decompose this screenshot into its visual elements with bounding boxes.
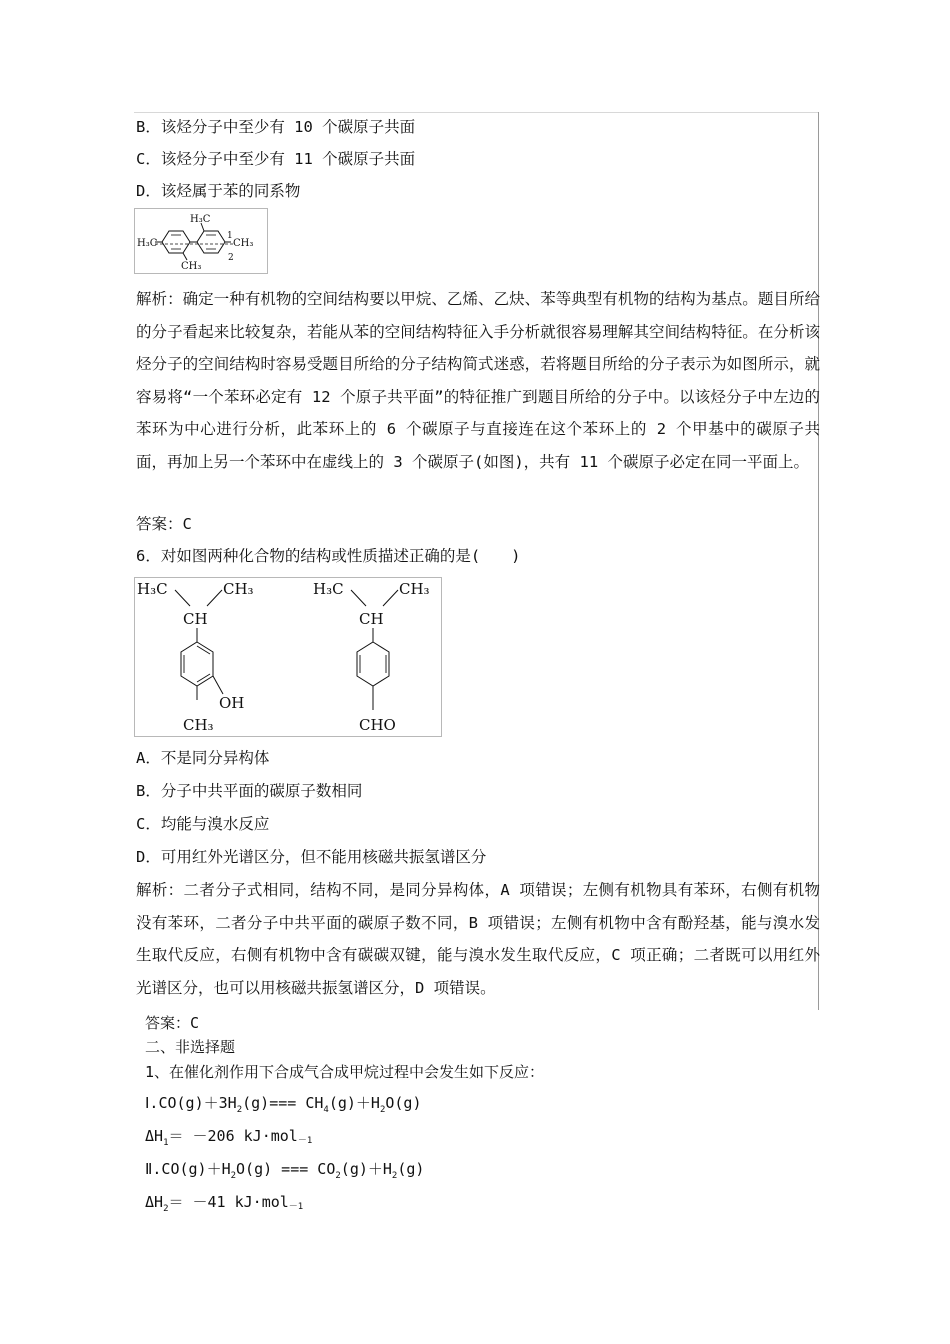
right-cho-label: CHO <box>359 716 396 734</box>
delta-h1 <box>145 1125 312 1150</box>
delta-h2-part: ＝ －41 kJ·mol <box>168 1193 289 1211</box>
q6-option-d: D．可用红外光谱区分，但不能用核磁共振氢谱区分 <box>136 848 487 866</box>
right-h3c-label: H₃C <box>313 580 344 598</box>
reaction-2-part: O(g) === CO <box>236 1160 336 1178</box>
delta-h1-sub: 1 <box>163 1138 169 1148</box>
two-compounds-structure-svg <box>135 578 441 736</box>
dash-label-1: 1 <box>227 231 233 241</box>
reaction-1-sub: 4 <box>323 1105 329 1115</box>
part2-heading: 二、非选择题 <box>145 1038 236 1056</box>
q6-option-c: C．均能与溴水反应 <box>136 815 270 833</box>
reaction-1-part: CO(g)＋3H <box>158 1094 237 1112</box>
q6-option-b: B．分子中共平面的碳原子数相同 <box>136 782 363 800</box>
dash-label-2: 2 <box>228 253 234 263</box>
q5-option-b: B．该烃分子中至少有 10 个碳原子共面 <box>136 118 416 136</box>
reaction-1-label: Ⅰ. <box>145 1094 159 1112</box>
q5-structure-figure <box>134 208 268 274</box>
ch3-bottom-label: CH₃ <box>181 261 202 272</box>
reaction-2-part: CO(g)＋H <box>161 1160 231 1178</box>
q6-answer: 答案：C <box>145 1014 200 1032</box>
q6-analysis: 解析：二者分子式相同，结构不同，是同分异构体，A 项错误；左侧有机物具有苯环，右侧有机物没有苯环，二者分子中共平面的碳原子数不同，B 项错误；左侧有机物中含有酚羟基，能与溴水发生取代反应，右侧有机物中含有碳碳双键，能与溴水发生取代反应，C 项正确；二者既可以用红外光谱区分，也可以用核磁共振氢谱区分，D 项错误。 <box>136 881 820 997</box>
q6-stem: 6．对如图两种化合物的结构或性质描述正确的是( ) <box>136 547 521 565</box>
delta-h2-sub: 2 <box>163 1204 169 1214</box>
delta-h2-part: ΔH <box>145 1193 164 1211</box>
frame-top-border <box>134 112 818 113</box>
right-ch-label: CH <box>359 610 384 628</box>
delta-h2-sup: －1 <box>288 1202 304 1212</box>
h3c-left-label: H₃C <box>137 238 158 249</box>
left-ch3-bottom-label: CH₃ <box>183 716 214 734</box>
h3c-top-label: H₃C <box>190 214 211 225</box>
reaction-2-sub: 2 <box>230 1171 237 1181</box>
delta-h2 <box>145 1191 303 1216</box>
delta-h1-part: ΔH <box>145 1127 164 1145</box>
q6-option-a: A．不是同分异构体 <box>136 749 270 767</box>
part2-q1-stem: 1、在催化剂作用下合成气合成甲烷过程中会发生如下反应： <box>145 1063 545 1081</box>
reaction-1-part: (g)=== CH <box>242 1094 324 1112</box>
reaction-2-part: (g)＋H <box>340 1160 392 1178</box>
reaction-2 <box>145 1158 424 1183</box>
left-ch-label: CH <box>183 610 208 628</box>
reaction-1-sub: 2 <box>236 1105 243 1115</box>
left-ch3-label: CH₃ <box>223 580 254 598</box>
reaction-2-sub: 2 <box>335 1171 341 1181</box>
reaction-1-part: O(g) <box>385 1094 422 1112</box>
reaction-2-label: Ⅱ. <box>145 1160 162 1178</box>
delta-h1-part: ＝ －206 kJ·mol <box>168 1127 298 1145</box>
biphenyl-structure-svg <box>135 209 267 273</box>
q5-option-d: D．该烃属于苯的同系物 <box>136 182 301 200</box>
reaction-2-sub: 2 <box>391 1171 398 1181</box>
left-oh-label: OH <box>219 694 245 712</box>
right-ch3-label: CH₃ <box>399 580 430 598</box>
reaction-1 <box>145 1092 421 1117</box>
q5-analysis: 解析：确定一种有机物的空间结构要以甲烷、乙烯、乙炔、苯等典型有机物的结构为基点。题目所给的分子看起来比较复杂，若能从苯的空间结构特征入手分析就很容易理解其空间结构特征。在分析该烃分子的空间结构时容易受题目所给的分子结构简式迷惑，若将题目所给的分子表示为如图所示，就容易将“一个苯环必定有 12 个原子共平面”的特征推广到题目所给的分子中。以该烃分子中左边的苯环为中心进行分析，此苯环上的 6 个碳原子与直接连在这个苯环上的 2 个甲基中的碳原子共面，再加上另一个苯环中在虚线上的 3 个碳原子(如图)，共有 11 个碳原子必定在同一平面上。 <box>136 290 820 471</box>
reaction-1-part: (g)＋H <box>328 1094 380 1112</box>
q5-option-c: C．该烃分子中至少有 11 个碳原子共面 <box>136 150 416 168</box>
left-h3c-label: H₃C <box>137 580 168 598</box>
q6-structure-figure <box>134 577 442 737</box>
reaction-1-sub: 2 <box>379 1105 386 1115</box>
q5-answer: 答案：C <box>136 515 192 533</box>
reaction-2-part: (g) <box>397 1160 425 1178</box>
ch3-right-label: CH₃ <box>233 238 254 249</box>
delta-h1-sup: －1 <box>297 1136 313 1146</box>
